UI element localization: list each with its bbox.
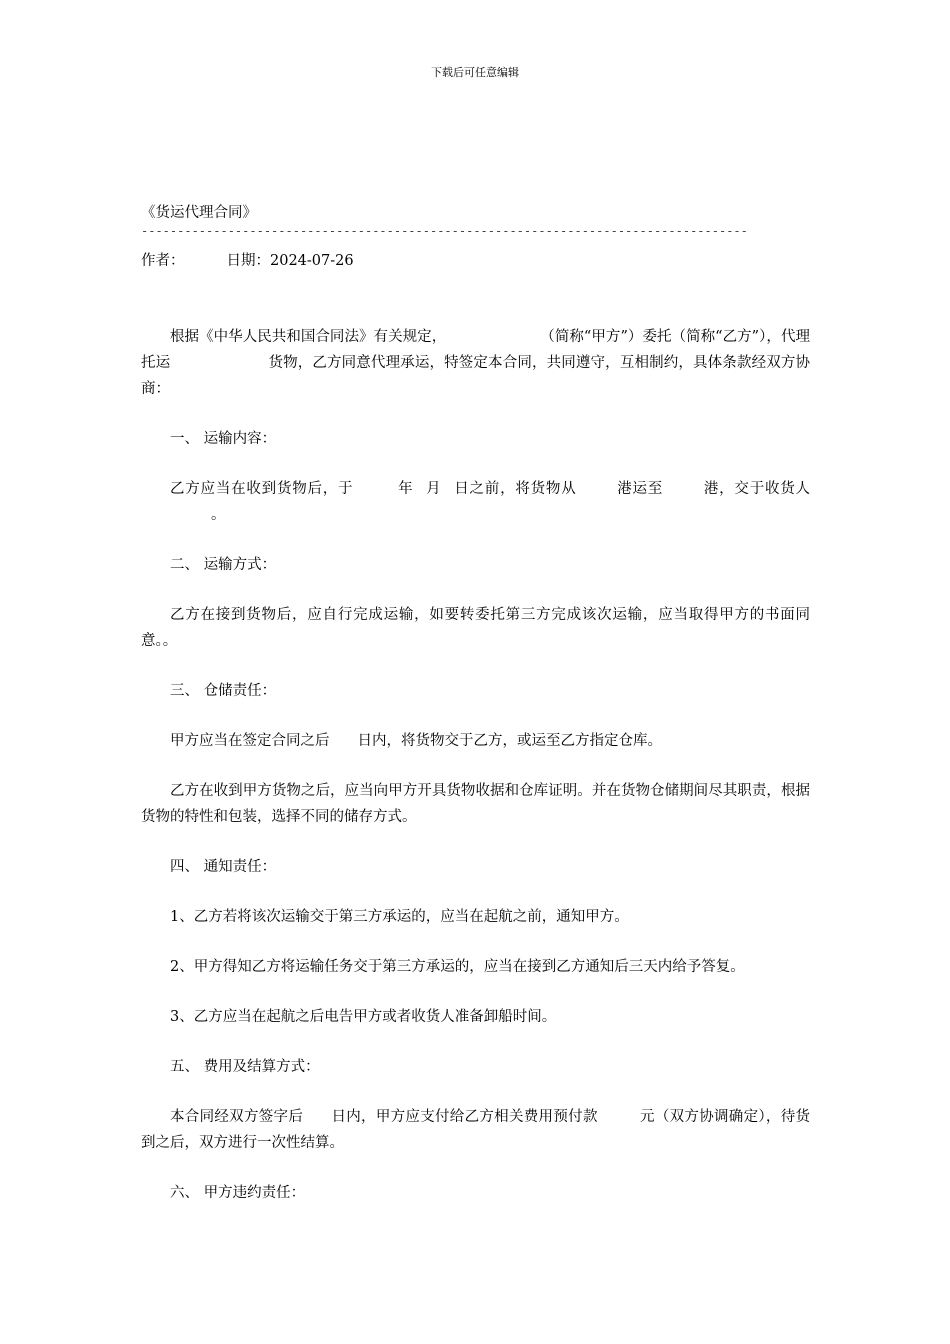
section-2-paragraph: 乙方在接到货物后，应自行完成运输，如要转委托第三方完成该次运输，应当取得甲方的书面同意。。 — [141, 607, 810, 649]
document-meta — [141, 248, 810, 274]
section-4-item-3: 3、乙方应当在起航之后电告甲方或者收货人准备卸船时间。 — [170, 1009, 557, 1025]
section-5-heading: 五、 费用及结算方式： — [170, 1059, 320, 1075]
s1-text-c: 月 — [425, 481, 442, 497]
section-3-paragraph-2: 乙方在收到甲方货物之后，应当向甲方开具货物收据和仓库证明。并在货物仓储期间尽其职责，根据货物的特性和包装，选择不同的储存方式。 — [141, 783, 810, 825]
intro-text-2: （简称“甲方”）委托 — [540, 329, 672, 345]
section-1-paragraph — [141, 476, 810, 528]
s1-text-b: 年 — [397, 481, 414, 497]
author-label: 作者： — [141, 253, 185, 269]
section-4-heading: 四、 通知责任： — [170, 859, 277, 875]
s5-text-c: 元（双方协调确定），待货到之后，双方进行一次性结算。 — [141, 1109, 811, 1151]
section-6-heading: 六、 甲方违约责任： — [170, 1185, 306, 1201]
s1-text-g: 。 — [211, 507, 226, 523]
intro-text-1: 根据《中华人民共和国合同法》有关规定， — [170, 329, 447, 345]
s1-text-a: 乙方应当在收到货物后，于 — [170, 481, 354, 497]
s5-text-a: 本合同经双方签字后 — [170, 1109, 304, 1125]
section-5-paragraph — [141, 1104, 810, 1156]
s5-text-b: 日内，甲方应支付给乙方相关费用预付款 — [331, 1109, 598, 1125]
document-title: 《货运代理合同》 — [141, 205, 257, 221]
date-value: 2024-07-26 — [270, 253, 354, 269]
intro-text-4: 货物，乙方同意代理承运，特签定本合同，共同遵守，互相制约，具体条款经双方协商： — [141, 355, 811, 397]
section-1-heading: 一、 运输内容： — [170, 431, 277, 447]
section-3-paragraph-1 — [141, 728, 810, 754]
section-4-item-1: 1、乙方若将该次运输交于第三方承运的，应当在起航之前，通知甲方。 — [170, 909, 629, 925]
title-separator: ------------------------------------------------------------------------------------ — [141, 226, 748, 238]
s1-text-d: 日之前，将货物从 — [453, 481, 577, 497]
intro-text-3: （简称“乙方”），代理托运 — [141, 329, 811, 371]
section-2-heading: 二、 运输方式： — [170, 557, 277, 573]
s3-text-b: 日内，将货物交于乙方，或运至乙方指定仓库。 — [357, 733, 662, 749]
s1-text-f: 港，交于收货人 — [703, 481, 811, 497]
document-body — [141, 200, 810, 1206]
page-header-note: 下载后可任意编辑 — [431, 66, 519, 79]
section-3-heading: 三、 仓储责任： — [170, 683, 277, 699]
s3-text-a: 甲方应当在签定合同之后 — [170, 733, 330, 749]
date-label: 日期： — [226, 253, 270, 269]
intro-paragraph — [141, 324, 810, 402]
section-4-item-2: 2、甲方得知乙方将运输任务交于第三方承运的，应当在接到乙方通知后三天内给予答复。 — [170, 959, 745, 975]
s1-text-e: 港运至 — [616, 481, 664, 497]
